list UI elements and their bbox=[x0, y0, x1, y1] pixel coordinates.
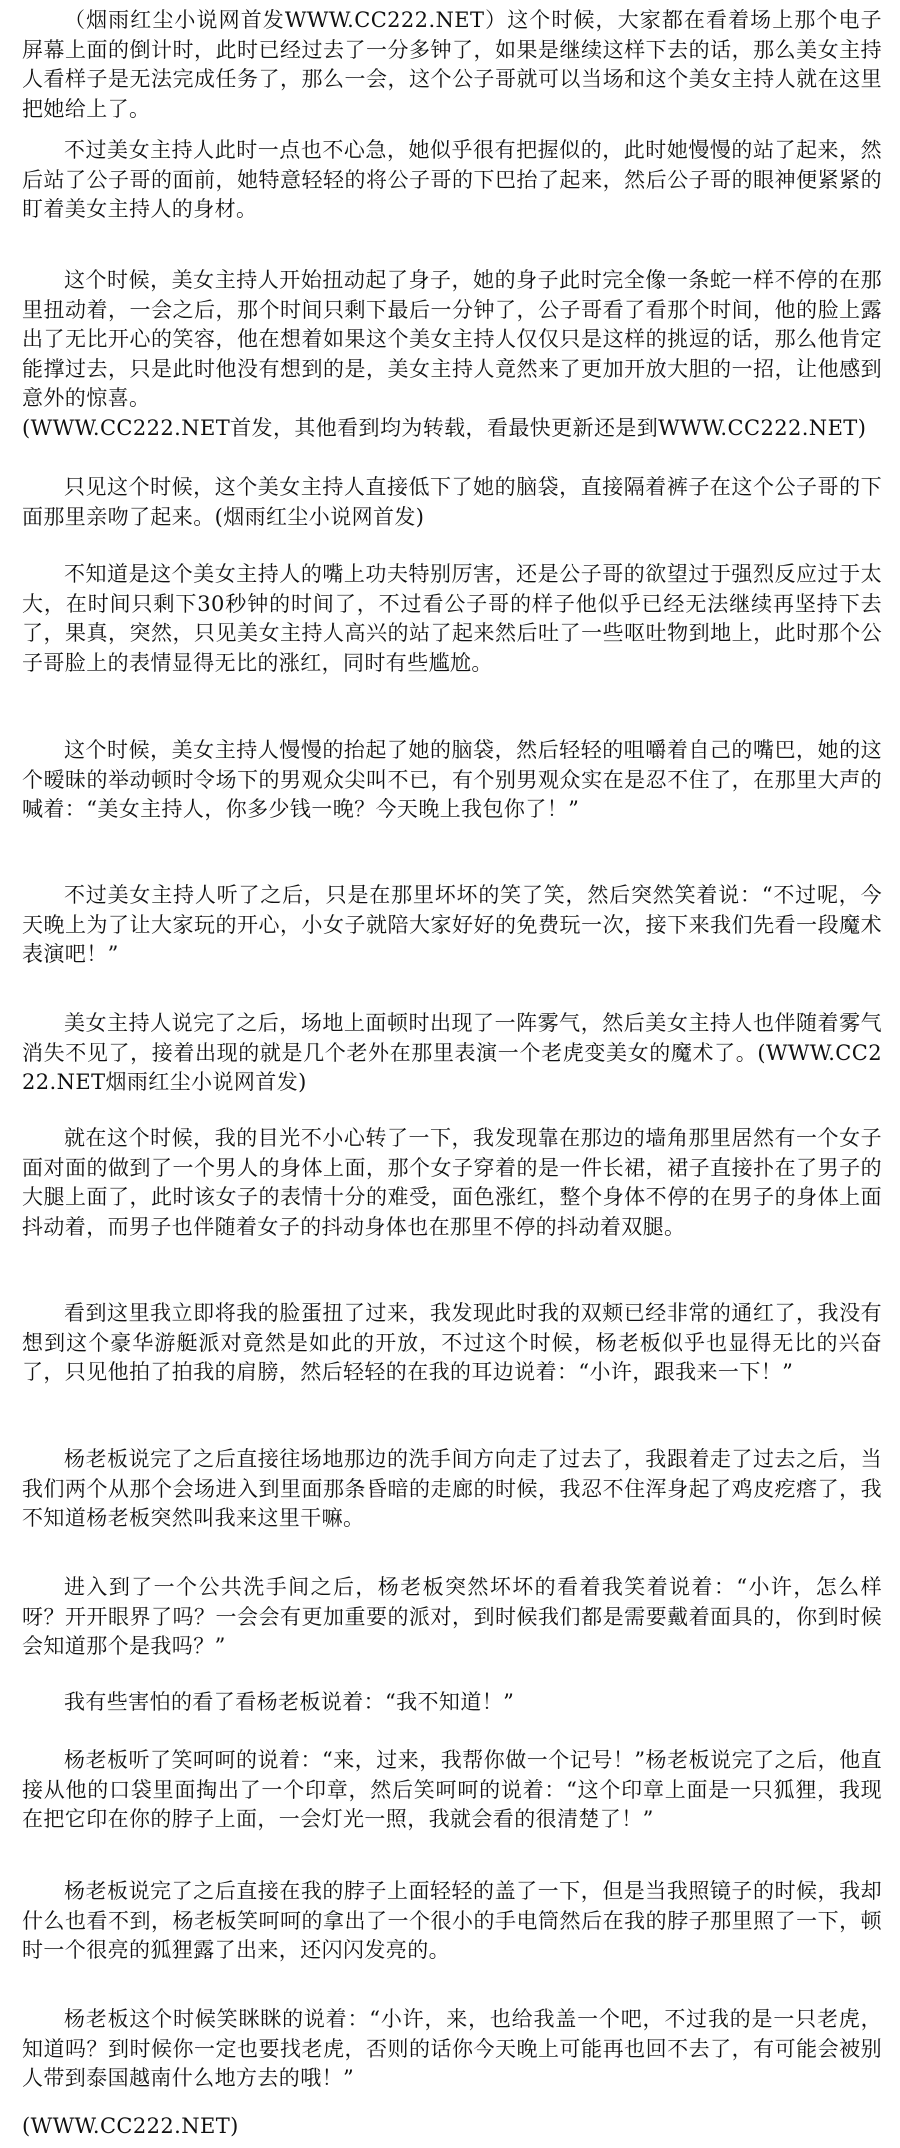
paragraph-13: 进入到了一个公共洗手间之后，杨老板突然坏坏的看着我笑着说着：“小许，怎么样呀？开开眼界了吗？一会会有更加重要的派对，到时候我们都是需要戴着面具的，你到时候会知道那个是我吗？” bbox=[22, 1575, 882, 1658]
paragraph-14: 我有些害怕的看了看杨老板说着：“我不知道！” bbox=[64, 1690, 515, 1714]
paragraph-source-credit: (WWW.CC222.NET首发，其他看到均为转载，看最快更新还是到WWW.CC222.NET) bbox=[22, 416, 867, 440]
paragraph-7: 这个时候，美女主持人慢慢的抬起了她的脑袋，然后轻轻的咀嚼着自己的嘴巴，她的这个暧昧的举动顿时令场下的男观众尖叫不已，有个别男观众实在是忍不住了，在那里大声的喊着：“美女主持人，你多少钱一晚？今天晚上我包你了！” bbox=[22, 738, 882, 821]
paragraph-8: 不过美女主持人听了之后，只是在那里坏坏的笑了笑，然后突然笑着说：“不过呢，今天晚上为了让大家玩的开心，小女子就陪大家好好的免费玩一次，接下来我们先看一段魔术表演吧！” bbox=[22, 883, 882, 966]
paragraph-12: 杨老板说完了之后直接往场地那边的洗手间方向走了过去了，我跟着走了过去之后，当我们两个从那个会场进入到里面那条昏暗的走廊的时候，我忍不住浑身起了鸡皮疙瘩了，我不知道杨老板突然叫我来这里干嘛。 bbox=[22, 1447, 882, 1530]
paragraph-6: 不知道是这个美女主持人的嘴上功夫特别厉害，还是公子哥的欲望过于强烈反应过于太大，在时间只剩下30秒钟的时间了，不过看公子哥的样子他似乎已经无法继续再坚持下去了，果真，突然，只见美女主持人高兴的站了起来然后吐了一些呕吐物到地上，此时那个公子哥脸上的表情显得无比的涨红，同时有些尴尬。 bbox=[22, 562, 882, 675]
paragraph-15: 杨老板听了笑呵呵的说着：“来，过来，我帮你做一个记号！”杨老板说完了之后，他直接从他的口袋里面掏出了一个印章，然后笑呵呵的说着：“这个印章上面是一只狐狸，我现在把它印在你的脖子上面，一会灯光一照，我就会看的很清楚了！” bbox=[22, 1748, 882, 1831]
paragraph-2: 不过美女主持人此时一点也不心急，她似乎很有把握似的，此时她慢慢的站了起来，然后站了公子哥的面前，她特意轻轻的将公子哥的下巴抬了起来，然后公子哥的眼神便紧紧的盯着美女主持人的身材。 bbox=[22, 138, 882, 221]
paragraph-9: 美女主持人说完了之后，场地上面顿时出现了一阵雾气，然后美女主持人也伴随着雾气消失不见了，接着出现的就是几个老外在那里表演一个老虎变美女的魔术了。(WWW.CC222.NET烟雨红尘小说网首发) bbox=[22, 1011, 882, 1094]
paragraph-11: 看到这里我立即将我的脸蛋扭了过来，我发现此时我的双颊已经非常的通红了，我没有想到这个豪华游艇派对竟然是如此的开放，不过这个时候，杨老板似乎也显得无比的兴奋了，只见他拍了拍我的肩膀，然后轻轻的在我的耳边说着：“小许，跟我来一下！” bbox=[22, 1301, 882, 1384]
footer-site-credit: (WWW.CC222.NET) bbox=[22, 2114, 239, 2138]
paragraph-16: 杨老板说完了之后直接在我的脖子上面轻轻的盖了一下，但是当我照镜子的时候，我却什么也看不到，杨老板笑呵呵的拿出了一个很小的手电筒然后在我的脖子那里照了一下，顿时一个很亮的狐狸露了出来，还闪闪发亮的。 bbox=[22, 1879, 882, 1962]
paragraph-5: 只见这个时候，这个美女主持人直接低下了她的脑袋，直接隔着裤子在这个公子哥的下面那里亲吻了起来。(烟雨红尘小说网首发) bbox=[22, 475, 882, 529]
paragraph-3: 这个时候，美女主持人开始扭动起了身子，她的身子此时完全像一条蛇一样不停的在那里扭动着，一会之后，那个时间只剩下最后一分钟了，公子哥看了看那个时间，他的脸上露出了无比开心的笑容，他在想着如果这个美女主持人仅仅只是这样的挑逗的话，那么他肯定能撑过去，只是此时他没有想到的是，美女主持人竟然来了更加开放大胆的一招，让他感到意外的惊喜。 bbox=[22, 268, 882, 410]
paragraph-17: 杨老板这个时候笑眯眯的说着：“小许，来，也给我盖一个吧，不过我的是一只老虎，知道吗？到时候你一定也要找老虎，否则的话你今天晚上可能再也回不去了，有可能会被别人带到泰国越南什么地方去的哦！” bbox=[22, 2007, 882, 2090]
paragraph-1: （烟雨红尘小说网首发WWW.CC222.NET）这个时候，大家都在看着场上那个电子屏幕上面的倒计时，此时已经过去了一分多钟了，如果是继续这样下去的话，那么美女主持人看样子是无法完成任务了，那么一会，这个公子哥就可以当场和这个美女主持人就在这里把她给上了。 bbox=[22, 8, 882, 121]
paragraph-10: 就在这个时候，我的目光不小心转了一下，我发现靠在那边的墙角那里居然有一个女子面对面的做到了一个男人的身体上面，那个女子穿着的是一件长裙，裙子直接扑在了男子的大腿上面了，此时该女子的表情十分的难受，面色涨红，整个身体不停的在男子的身体上面抖动着，而男子也伴随着女子的抖动身体也在那里不停的抖动着双腿。 bbox=[22, 1126, 882, 1239]
